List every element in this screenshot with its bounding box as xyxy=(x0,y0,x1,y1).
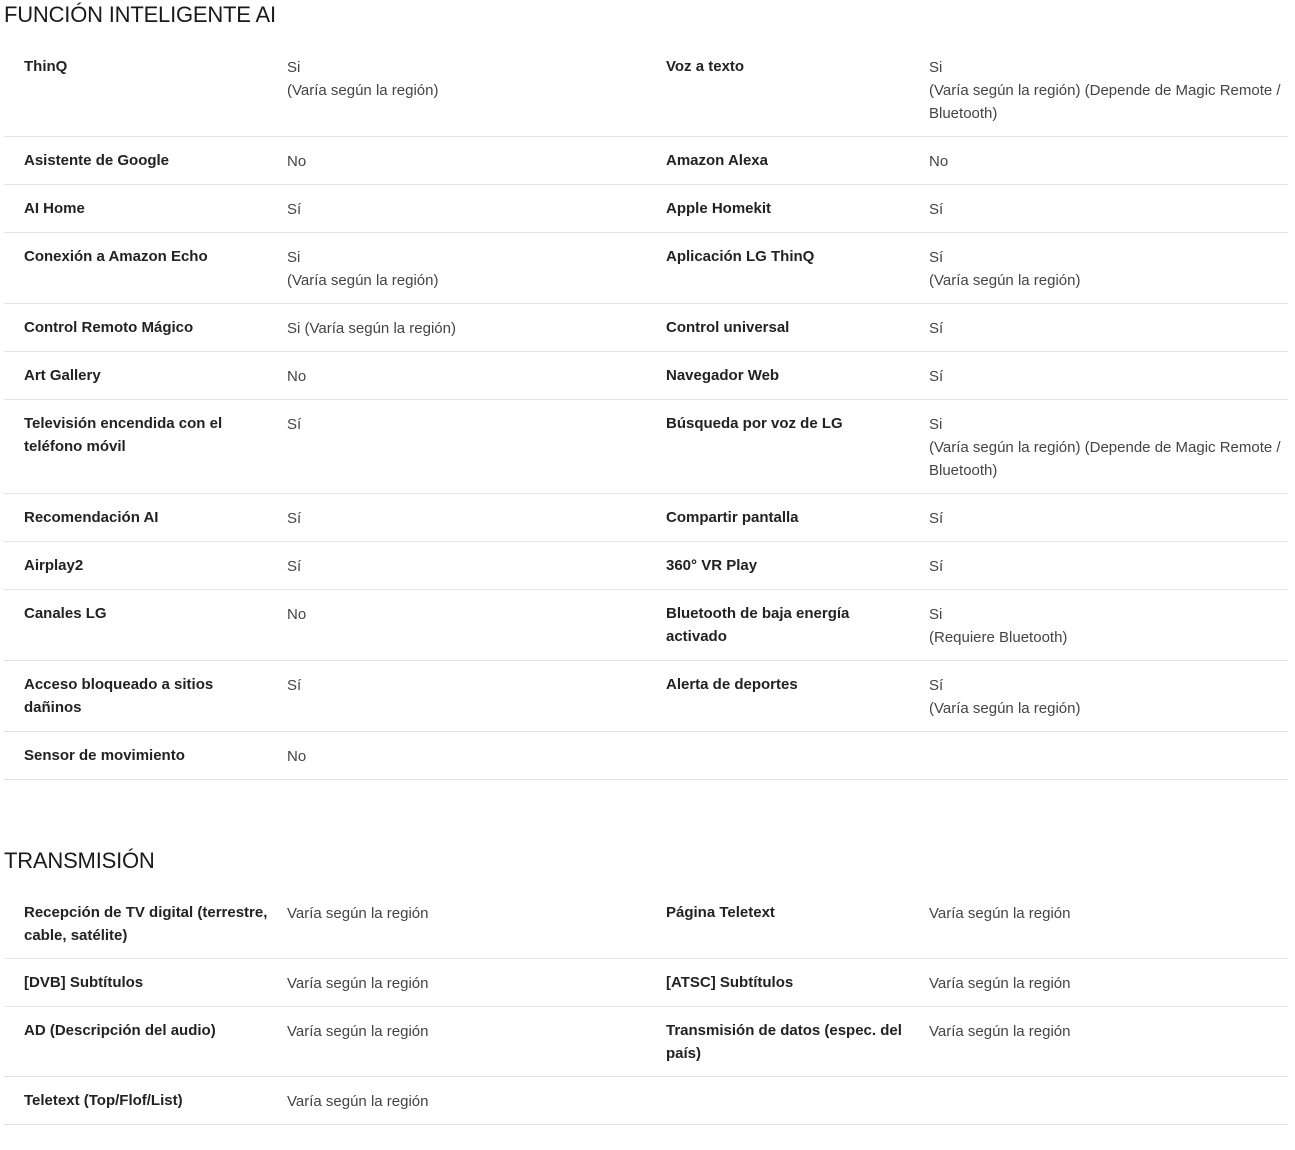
spec-value xyxy=(929,744,1288,768)
spec-label: Sensor de movimiento xyxy=(24,747,185,764)
spec-label: Bluetooth de baja energía activado xyxy=(666,605,850,645)
spec-label: Airplay2 xyxy=(24,557,84,574)
spec-label: Art Gallery xyxy=(24,367,101,384)
spec-row xyxy=(4,233,646,304)
spec-row xyxy=(646,661,1288,732)
spec-row xyxy=(4,959,646,1007)
spec-value: Varía según la región xyxy=(287,975,429,992)
spec-row xyxy=(646,304,1288,352)
spec-row xyxy=(4,352,646,400)
spec-grid xyxy=(4,889,1288,1125)
spec-label: Página Teletext xyxy=(666,904,775,921)
spec-value: Sí xyxy=(287,416,302,433)
spec-row xyxy=(4,1077,646,1125)
spec-row xyxy=(4,661,646,732)
spec-value: Si (Varía según la región) (Depende de Magic Remote / Bluetooth) xyxy=(929,59,1281,122)
spec-label: Compartir pantalla xyxy=(666,509,799,526)
spec-value: Sí xyxy=(287,558,302,575)
spec-row xyxy=(4,542,646,590)
spec-value: Sí xyxy=(287,510,302,527)
spec-value: Varía según la región xyxy=(929,975,1071,992)
spec-label: Conexión a Amazon Echo xyxy=(24,248,208,265)
spec-label: Navegador Web xyxy=(666,367,780,384)
section-smart-ai xyxy=(4,0,1288,780)
spec-row xyxy=(4,304,646,352)
spec-value: No xyxy=(287,368,307,385)
spec-label: Asistente de Google xyxy=(24,152,170,169)
spec-value: Varía según la región xyxy=(929,905,1071,922)
spec-row xyxy=(646,233,1288,304)
spec-row xyxy=(646,352,1288,400)
spec-row xyxy=(4,1007,646,1077)
spec-label: Televisión encendida con el teléfono móvil xyxy=(24,415,223,455)
spec-value: Varía según la región xyxy=(287,1023,429,1040)
spec-row xyxy=(646,542,1288,590)
spec-value: No xyxy=(287,606,307,623)
spec-label: [DVB] Subtítulos xyxy=(24,974,144,991)
spec-row xyxy=(4,494,646,542)
spec-row xyxy=(646,732,1288,780)
spec-value: Sí xyxy=(929,320,944,337)
spec-label: [ATSC] Subtítulos xyxy=(666,974,794,991)
spec-label: Apple Homekit xyxy=(666,200,772,217)
spec-label xyxy=(646,1089,929,1113)
spec-row xyxy=(4,137,646,185)
spec-value: Sí xyxy=(287,677,302,694)
spec-label: Acceso bloqueado a sitios dañinos xyxy=(24,676,214,716)
spec-label: Búsqueda por voz de LG xyxy=(666,415,843,432)
spec-label: Transmisión de datos (espec. del país) xyxy=(666,1022,902,1062)
spec-value: Varía según la región xyxy=(287,905,429,922)
spec-value: Varía según la región xyxy=(287,1093,429,1110)
spec-value: Si (Varía según la región) xyxy=(287,59,439,99)
spec-label: Canales LG xyxy=(24,605,107,622)
spec-value: Si (Varía según la región) xyxy=(287,249,439,289)
spec-label: Control Remoto Mágico xyxy=(24,319,194,336)
spec-grid xyxy=(4,43,1288,780)
spec-value: No xyxy=(287,748,307,765)
spec-row xyxy=(4,732,646,780)
spec-row xyxy=(646,590,1288,661)
spec-value: Sí xyxy=(287,201,302,218)
spec-label: Recomendación AI xyxy=(24,509,159,526)
spec-label: AI Home xyxy=(24,200,85,217)
spec-row xyxy=(646,43,1288,137)
spec-value: No xyxy=(287,153,307,170)
spec-label: Aplicación LG ThinQ xyxy=(666,248,815,265)
spec-value: No xyxy=(929,153,949,170)
spec-row xyxy=(4,43,646,137)
spec-label: Control universal xyxy=(666,319,790,336)
spec-row xyxy=(4,889,646,959)
spec-label: AD (Descripción del audio) xyxy=(24,1022,216,1039)
spec-value: Sí xyxy=(929,368,944,385)
spec-label: 360° VR Play xyxy=(666,557,758,574)
spec-row xyxy=(646,137,1288,185)
spec-label: Recepción de TV digital (terrestre, cable, satélite) xyxy=(24,904,268,944)
spec-row xyxy=(646,959,1288,1007)
spec-value: Si (Varía según la región) xyxy=(287,320,456,337)
section-broadcast xyxy=(4,846,1288,1125)
spec-value: Sí (Varía según la región) xyxy=(929,677,1081,717)
spec-row xyxy=(646,889,1288,959)
spec-value: Sí xyxy=(929,558,944,575)
spec-row xyxy=(4,185,646,233)
spec-row xyxy=(646,494,1288,542)
spec-label: Amazon Alexa xyxy=(666,152,768,169)
spec-value: Si (Varía según la región) (Depende de Magic Remote / Bluetooth) xyxy=(929,416,1281,479)
spec-label: ThinQ xyxy=(24,58,68,75)
spec-value: Sí xyxy=(929,510,944,527)
spec-value: Si (Requiere Bluetooth) xyxy=(929,606,1068,646)
spec-label: Voz a texto xyxy=(666,58,745,75)
spec-row xyxy=(646,1077,1288,1125)
spec-row xyxy=(4,590,646,661)
spec-label: Teletext (Top/Flof/List) xyxy=(24,1092,183,1109)
spec-label: Alerta de deportes xyxy=(666,676,798,693)
spec-row xyxy=(646,185,1288,233)
spec-value: Sí (Varía según la región) xyxy=(929,249,1081,289)
section-title: TRANSMISIÓN xyxy=(4,848,155,873)
spec-value xyxy=(929,1089,1288,1113)
section-title: FUNCIÓN INTELIGENTE AI xyxy=(4,2,276,27)
spec-value: Sí xyxy=(929,201,944,218)
spec-row xyxy=(646,400,1288,494)
spec-row xyxy=(646,1007,1288,1077)
spec-label xyxy=(646,744,929,768)
spec-row xyxy=(4,400,646,494)
spec-value: Varía según la región xyxy=(929,1023,1071,1040)
